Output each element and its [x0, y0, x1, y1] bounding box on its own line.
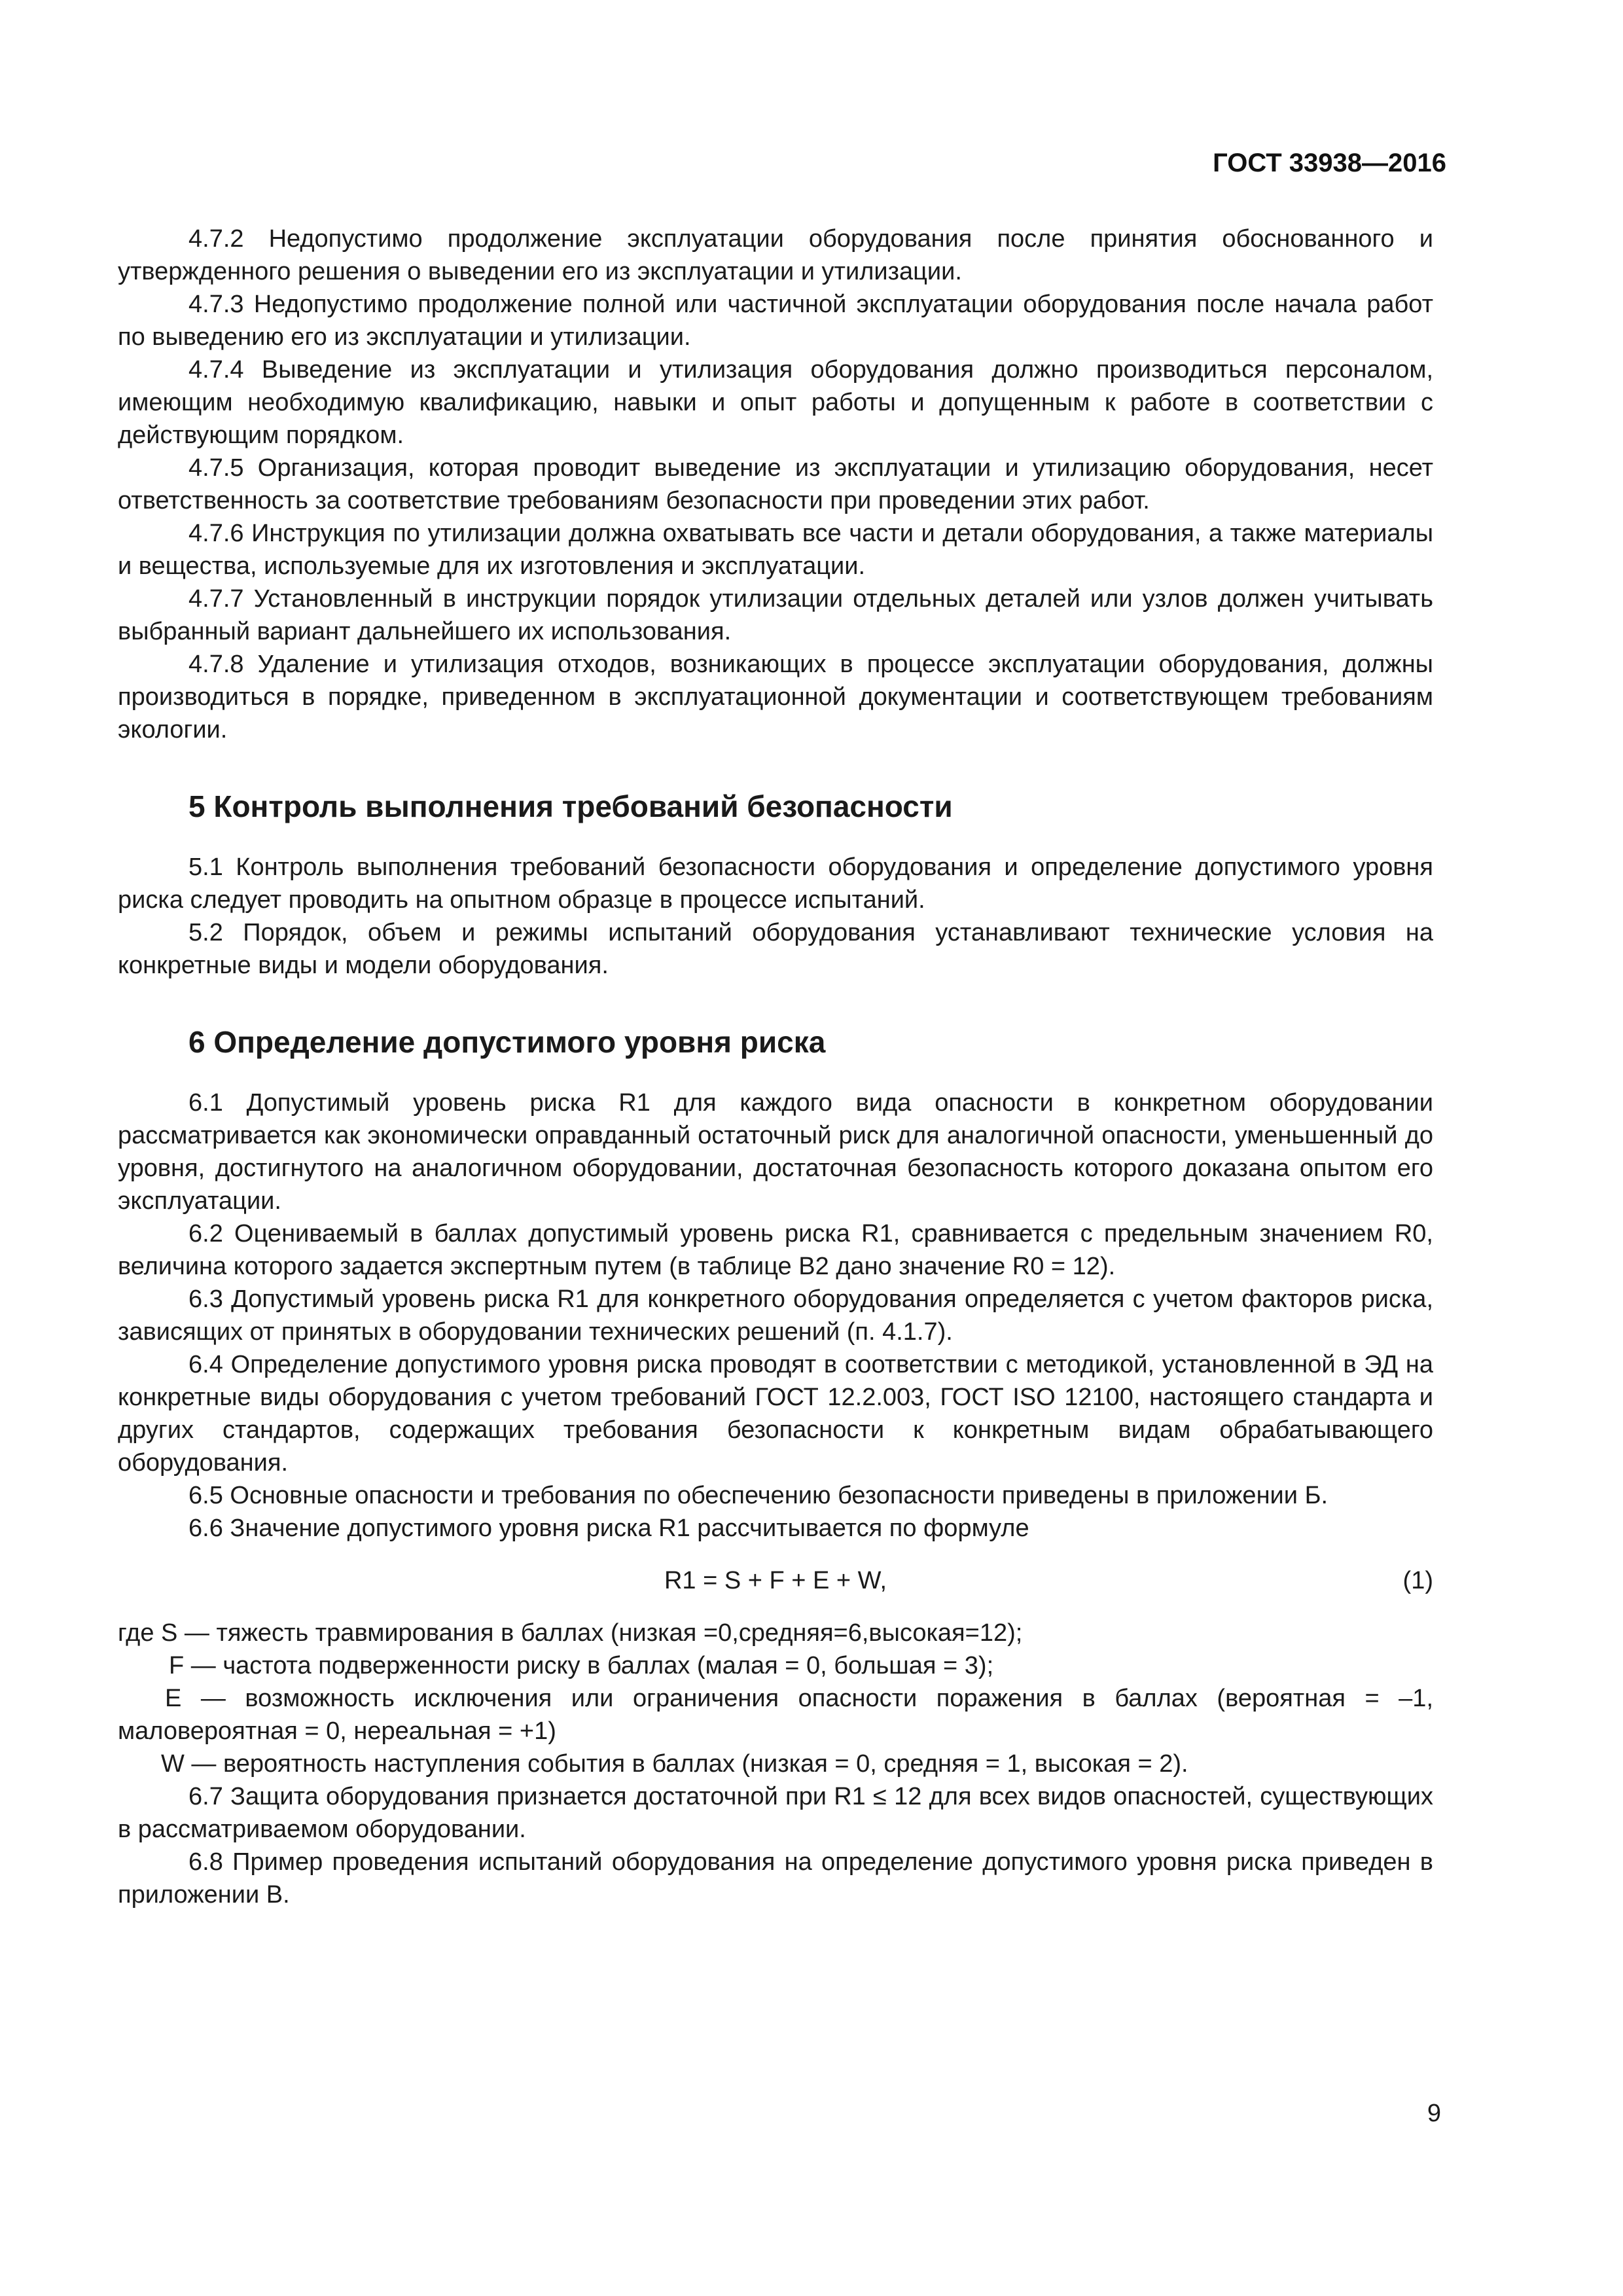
paragraph-4-7-7: 4.7.7 Установленный в инструкции порядок утилизации отдельных деталей или узлов должен учитывать выбранный вариант дальнейшего их использования.	[118, 585, 1433, 645]
paragraph-6-4: 6.4 Определение допустимого уровня риска проводят в соответствии с методикой, установленной в ЭД на конкретные виды оборудования с учетом требований ГОСТ 12.2.003, ГОСТ ISO 12100, настоящего стандарта и других стандартов, содержащих требования безопасности к конкретным видам обрабатывающего оборудования.	[118, 1351, 1433, 1477]
document-id-header: ГОСТ 33938—2016	[1213, 149, 1446, 177]
paragraph-6-5: 6.5 Основные опасности и требования по обеспечению безопасности приведены в приложении Б.	[188, 1482, 1329, 1509]
definition-f: F — частота подверженности риску в баллах (малая = 0, большая = 3);	[169, 1652, 994, 1679]
definition-w: W — вероятность наступления события в баллах (низкая = 0, средняя = 1, высокая = 2).	[161, 1750, 1188, 1778]
document-body	[118, 223, 1433, 1911]
paragraph-6-1: 6.1 Допустимый уровень риска R1 для каждого вида опасности в конкретном оборудовании рассматривается как экономически оправданный остаточный риск для аналогичной опасности, уменьшенный до уровня, достигнутого на аналогичном оборудовании, достаточная безопасность которого доказана опытом его эксплуатации.	[118, 1089, 1433, 1215]
formula-row	[118, 1564, 1433, 1597]
paragraph-6-7: 6.7 Защита оборудования признается достаточной при R1 ≤ 12 для всех видов опасностей, существующих в рассматриваемом оборудовании.	[118, 1783, 1433, 1843]
page-number: 9	[1427, 2100, 1441, 2127]
definition-s: где S — тяжесть травмирования в баллах (низкая =0,средняя=6,высокая=12);	[118, 1619, 1023, 1647]
paragraph-4-7-4: 4.7.4 Выведение из эксплуатации и утилизация оборудования должно производиться персоналом, имеющим необходимую квалификацию, навыки и опыт работы и допущенным к работе в соответствии с действующим порядком.	[118, 356, 1433, 449]
paragraph-4-7-3: 4.7.3 Недопустимо продолжение полной или частичной эксплуатации оборудования после начала работ по выведению его из эксплуатации и утилизации.	[118, 291, 1433, 351]
paragraph-6-3: 6.3 Допустимый уровень риска R1 для конкретного оборудования определяется с учетом факторов риска, зависящих от принятых в оборудовании технических решений (п. 4.1.7).	[118, 1285, 1433, 1346]
paragraph-5-2: 5.2 Порядок, объем и режимы испытаний оборудования устанавливают технические условия на конкретные виды и модели оборудования.	[118, 919, 1433, 979]
paragraph-6-6: 6.6 Значение допустимого уровня риска R1 рассчитывается по формуле	[188, 1515, 1029, 1542]
formula-number: (1)	[1402, 1567, 1433, 1594]
paragraph-4-7-5: 4.7.5 Организация, которая проводит выведение из эксплуатации и утилизацию оборудования, несет ответственность за соответствие требованиям безопасности при проведении этих работ.	[118, 454, 1433, 514]
paragraph-5-1: 5.1 Контроль выполнения требований безопасности оборудования и определение допустимого уровня риска следует проводить на опытном образце в процессе испытаний.	[118, 853, 1433, 914]
definition-e: E — возможность исключения или ограничения опасности поражения в баллах (вероятная = –1, маловероятная = 0, нереальная = +1)	[118, 1685, 1433, 1745]
paragraph-4-7-6: 4.7.6 Инструкция по утилизации должна охватывать все части и детали оборудования, а также материалы и вещества, используемые для их изготовления и эксплуатации.	[118, 520, 1433, 580]
paragraph-4-7-8: 4.7.8 Удаление и утилизация отходов, возникающих в процессе эксплуатации оборудования, должны производиться в порядке, приведенном в эксплуатационной документации и соответствующем требованиям экологии.	[118, 651, 1433, 744]
section-6-heading: 6 Определение допустимого уровня риска	[188, 1025, 826, 1059]
risk-formula: R1 = S + F + E + W,	[664, 1567, 887, 1594]
paragraph-6-2: 6.2 Оцениваемый в баллах допустимый уровень риска R1, сравнивается с предельным значением R0, величина которого задается экспертным путем (в таблице В2 дано значение R0 = 12).	[118, 1220, 1433, 1280]
paragraph-6-8: 6.8 Пример проведения испытаний оборудования на определение допустимого уровня риска приведен в приложении В.	[118, 1848, 1433, 1909]
section-5-heading: 5 Контроль выполнения требований безопасности	[188, 789, 953, 823]
paragraph-4-7-2: 4.7.2 Недопустимо продолжение эксплуатации оборудования после принятия обоснованного и утвержденного решения о выведении его из эксплуатации и утилизации.	[118, 225, 1433, 285]
